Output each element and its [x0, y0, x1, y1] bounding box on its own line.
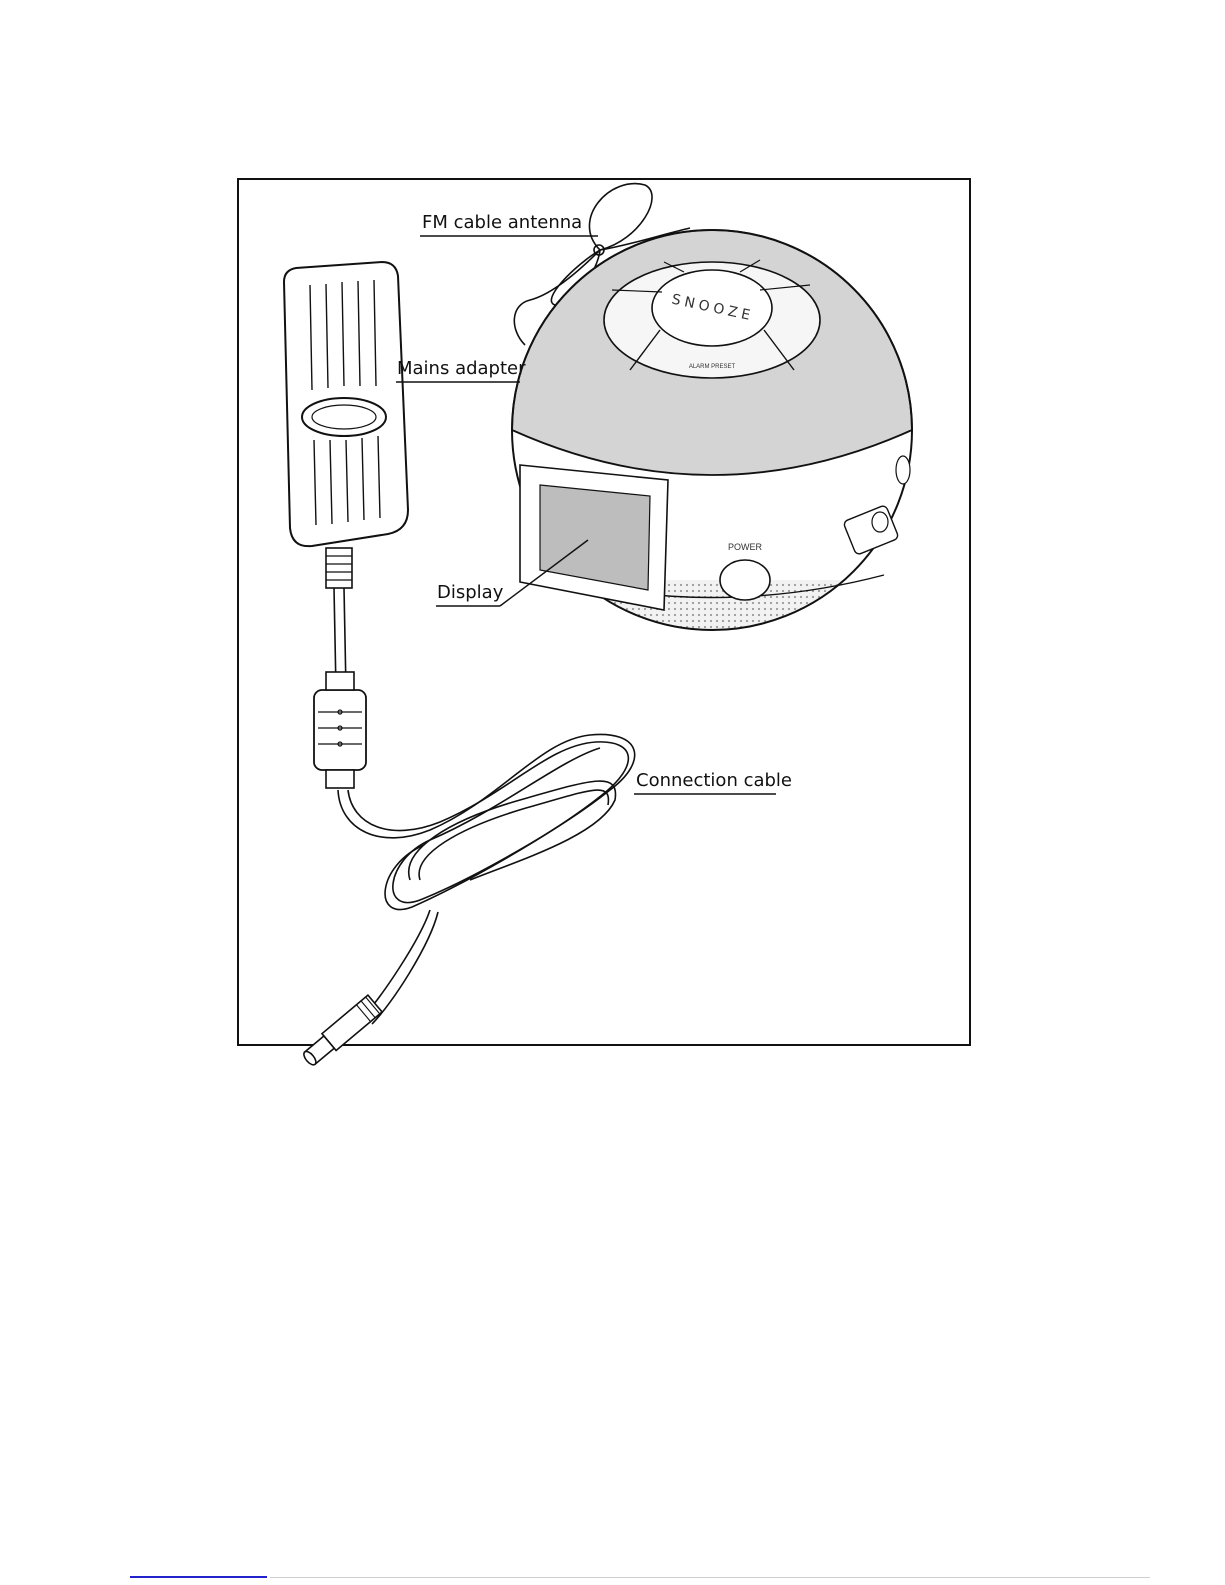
callout-mains-adapter — [396, 358, 526, 382]
connection-cable-label: Connection cable — [636, 770, 792, 791]
display-label: Display — [437, 582, 504, 603]
fm-antenna-label: FM cable antenna — [422, 212, 583, 233]
connection-cable — [300, 588, 635, 1069]
display-window — [520, 465, 668, 610]
callout-fm-antenna — [420, 212, 598, 236]
clock-radio — [500, 230, 930, 670]
callout-connection-cable — [634, 770, 792, 794]
control-cluster — [604, 260, 820, 378]
alarm-preset-label: ALARM PRESET — [688, 364, 736, 370]
mains-adapter-label: Mains adapter — [397, 358, 526, 379]
power-label: POWER — [727, 542, 763, 552]
mains-adapter — [284, 262, 408, 588]
snooze-label: SNOOZE — [670, 291, 756, 325]
footer-rule — [270, 1577, 1150, 1578]
footer-link-underline — [130, 1576, 267, 1578]
